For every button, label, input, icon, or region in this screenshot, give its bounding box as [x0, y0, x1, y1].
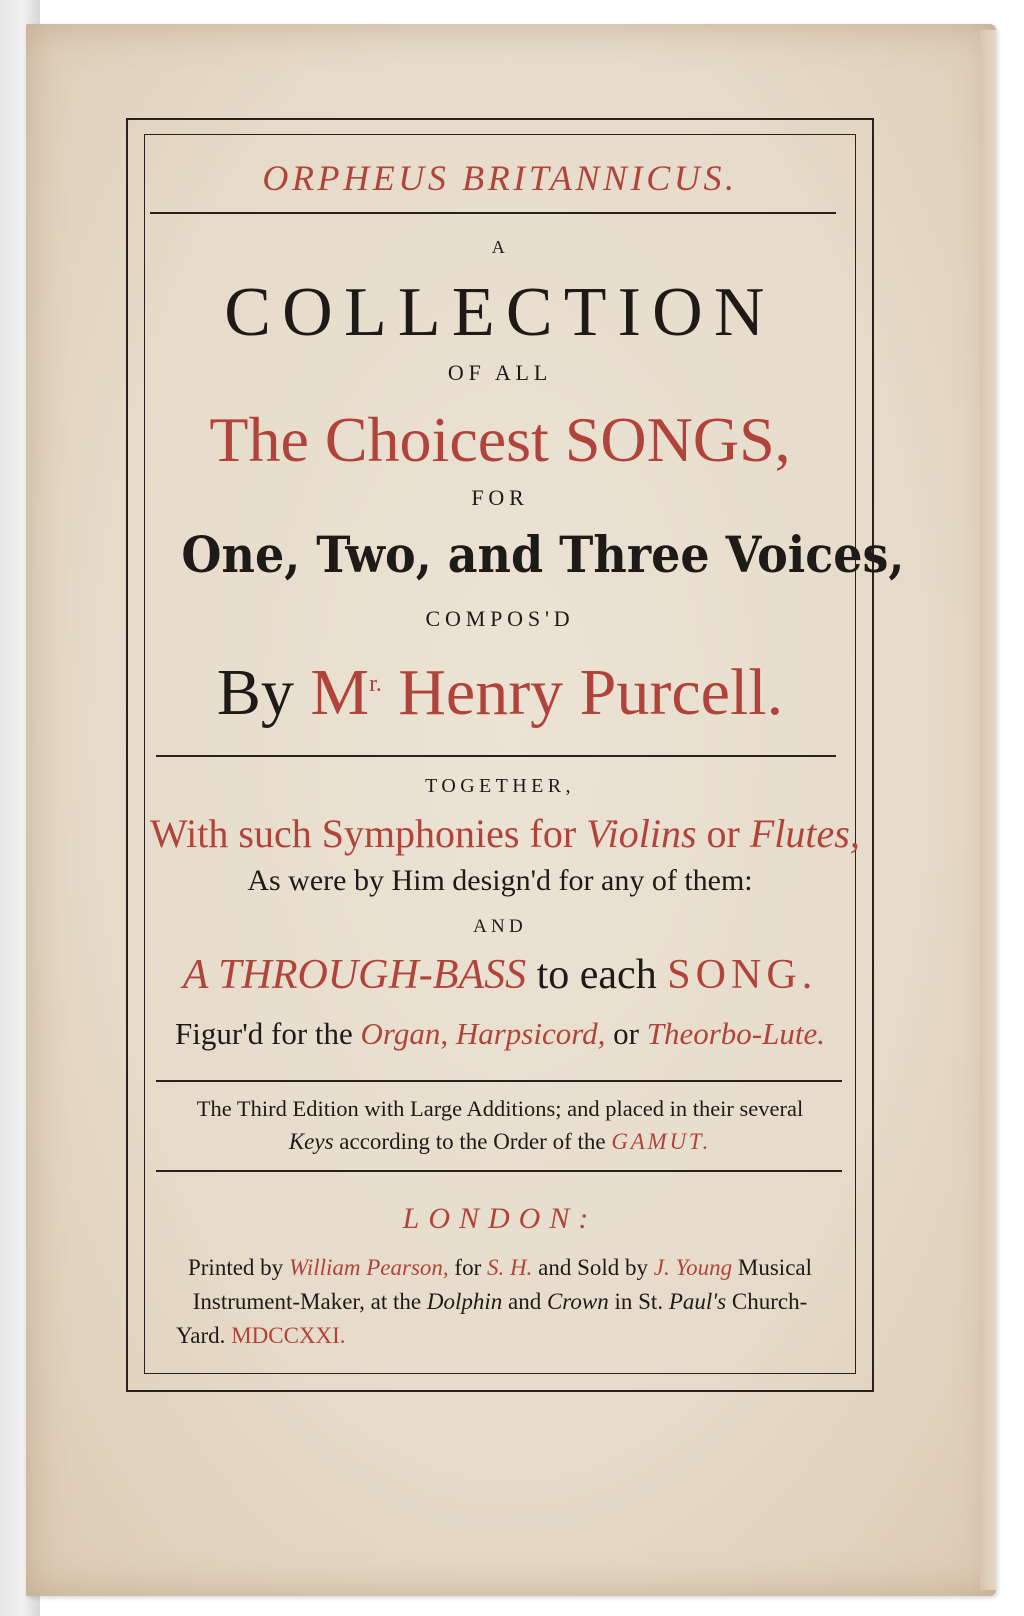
article-a: A	[491, 237, 509, 257]
imprint-printed: Printed by	[187, 1255, 289, 1280]
voices-blackletter: One, Two, and Three Voices,	[181, 525, 905, 584]
symphonies-a: With such Symphonies for	[150, 811, 587, 856]
page-edge	[980, 30, 996, 1590]
choicest-songs: The Choicest SONGS,	[209, 404, 791, 475]
imprint-line-1	[150, 1256, 850, 1279]
edition-keys: Keys	[288, 1129, 334, 1154]
edition-line-1: The Third Edition with Large Additions; and placed in their several	[196, 1096, 804, 1121]
song-word: SONG.	[667, 952, 818, 998]
through-bass-line	[150, 954, 850, 996]
imprint-sold: and Sold by	[532, 1255, 654, 1280]
together: TOGETHER,	[425, 775, 575, 797]
imprint-pauls: Paul's	[668, 1289, 727, 1314]
london: LONDON:	[402, 1202, 598, 1235]
imprint-sh: S. H.	[487, 1255, 533, 1280]
symphonies-or: or	[696, 811, 750, 856]
collection-heading: COLLECTION	[224, 274, 776, 351]
imprint-young: J. Young	[653, 1255, 733, 1280]
imprint-church: Church-	[726, 1289, 808, 1314]
rule-4	[156, 1170, 842, 1172]
series-title: ORPHEUS BRITANNICUS.	[262, 158, 738, 198]
edition-line-2	[150, 1130, 850, 1153]
imprint-line-2a: Instrument-Maker, at the	[192, 1289, 427, 1314]
composd: COMPOS'D	[425, 606, 575, 631]
imprint-for: for	[448, 1255, 487, 1280]
author-by: By	[216, 656, 294, 729]
through-bass: A THROUGH-BASS	[182, 952, 527, 998]
imprint-line-2	[150, 1290, 850, 1313]
imprint-yard: Yard.	[176, 1323, 232, 1348]
and-label: AND	[473, 916, 527, 937]
symphonies-line	[150, 811, 860, 856]
rule-1	[150, 212, 836, 214]
of-all: OF ALL	[447, 360, 553, 385]
symphonies-flutes: Flutes,	[749, 811, 860, 856]
imprint-year: MDCCXXI.	[231, 1323, 346, 1348]
imprint-musical: Musical	[732, 1255, 813, 1280]
imprint-dolphin: Dolphin	[426, 1289, 503, 1314]
imprint-in: in St.	[608, 1289, 669, 1314]
edition-gamut: GAMUT.	[611, 1129, 712, 1154]
figurd-a: Figur'd for the	[175, 1016, 361, 1051]
figurd-or: or	[605, 1016, 647, 1051]
symphonies-violins: Violins	[586, 811, 697, 856]
figurd-organ: Organ, Harpsicord,	[360, 1016, 606, 1051]
figurd-theorbo: Theorbo-Lute.	[646, 1016, 825, 1051]
imprint-and: and	[502, 1289, 547, 1314]
imprint-printer: William Pearson,	[288, 1255, 449, 1280]
figurd-line	[150, 1018, 850, 1049]
rule-2	[156, 755, 836, 757]
edition-line-2a: according to the Order of the	[333, 1129, 612, 1154]
designed-line: As were by Him design'd for any of them:	[247, 864, 753, 897]
author-line	[150, 656, 850, 729]
for-label: FOR	[471, 485, 529, 510]
author-name: Henry Purcell.	[398, 656, 784, 729]
to-each: to each	[526, 952, 668, 998]
author-mr-sup: r.	[369, 671, 382, 697]
rule-3	[156, 1080, 842, 1082]
imprint-line-3	[176, 1324, 346, 1347]
imprint-crown: Crown	[546, 1289, 609, 1314]
author-mr: M	[310, 656, 370, 729]
